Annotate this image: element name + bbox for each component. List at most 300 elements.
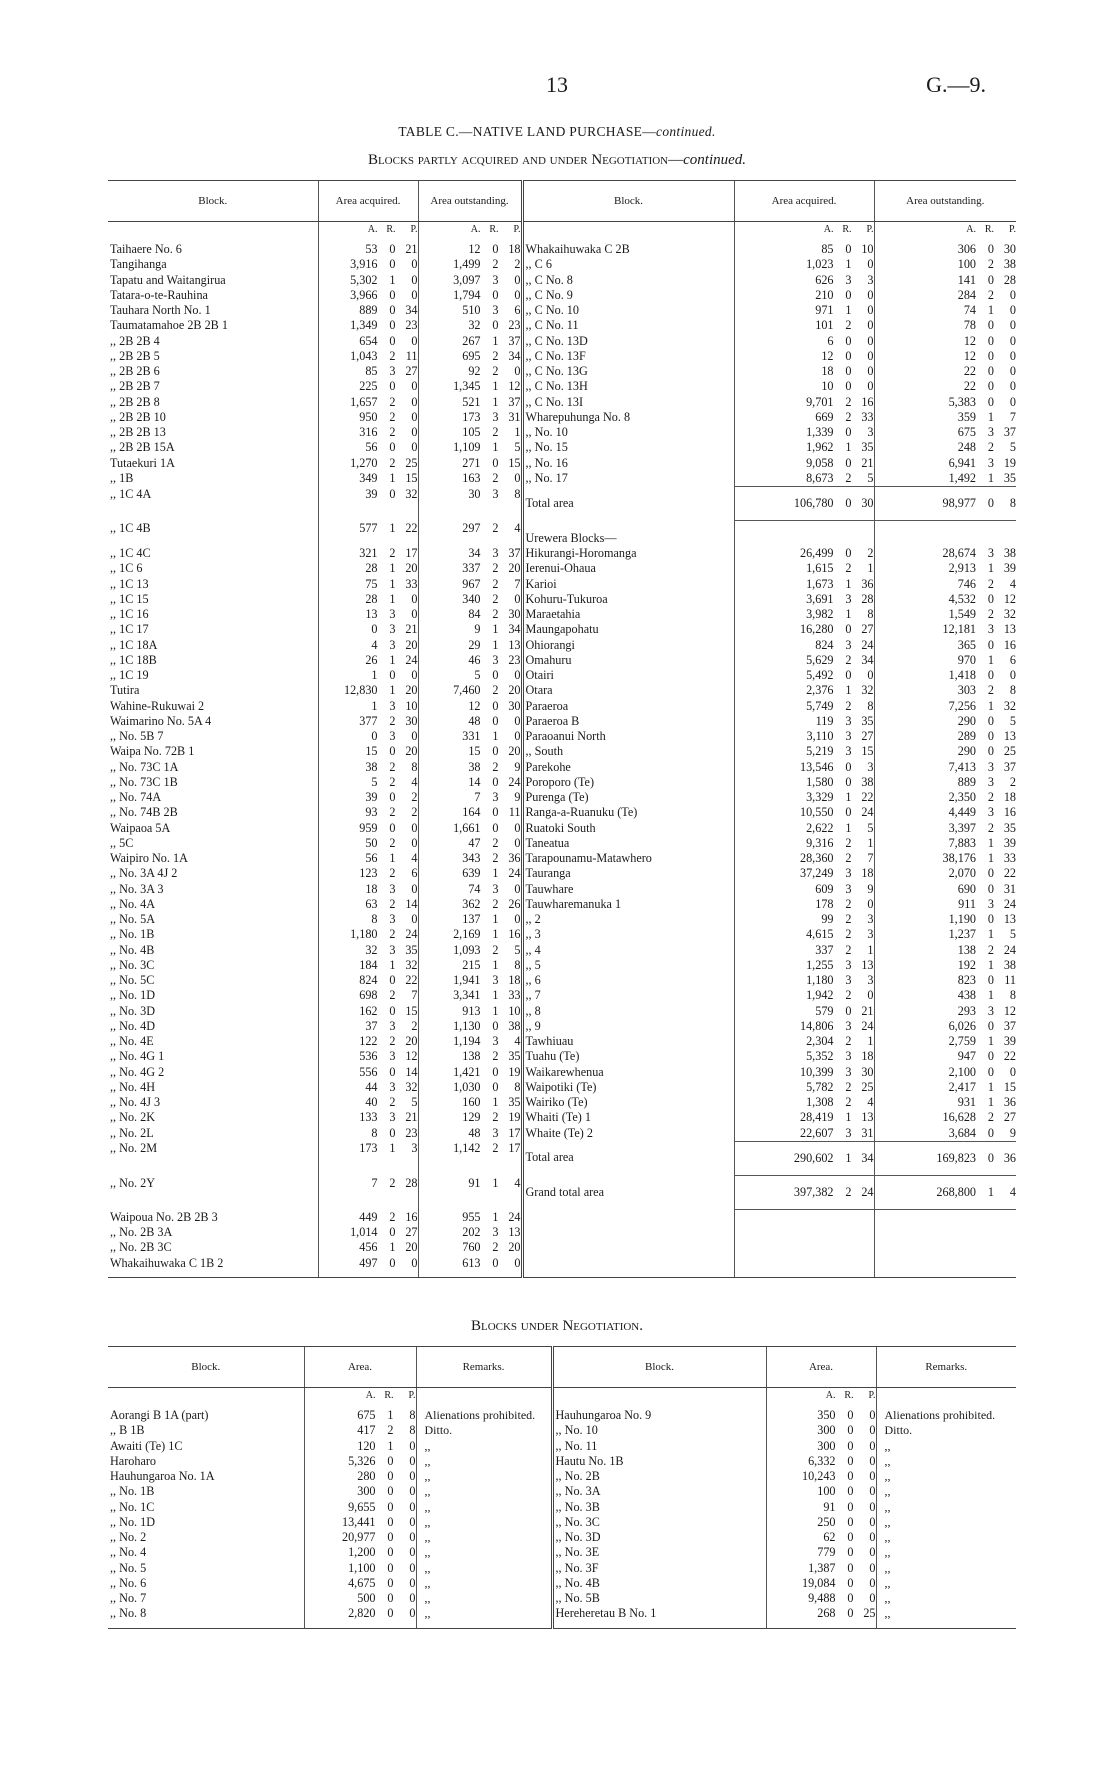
area-perches: 2 [514, 257, 521, 272]
right-outstanding-cell [874, 364, 1016, 379]
unit-a: A. [365, 1390, 376, 1401]
unit-p: P. [1009, 224, 1016, 235]
left-acquired-cell [318, 1065, 418, 1080]
area-perches: 5 [514, 440, 521, 455]
neg-left-remarks-cell [416, 1515, 552, 1530]
total-label: Total area [525, 1150, 574, 1165]
area-acres: 202 [462, 1225, 481, 1239]
neg-right-block-cell [552, 1500, 766, 1515]
left-block-cell [108, 653, 318, 668]
right-block-cell [522, 521, 734, 546]
area-perches: 22 [861, 790, 874, 804]
area-roods: 0 [847, 1545, 854, 1560]
area-perches: 38 [861, 774, 874, 789]
area-perches: 0 [867, 348, 874, 363]
area-acres: 10,243 [801, 1469, 836, 1483]
area-perches: 8 [1009, 683, 1016, 698]
section-title: Blocks partly acquired and under Negotiation—continued. [367, 152, 747, 168]
block-name: ,, B 1B [110, 1423, 145, 1438]
area-roods: 3 [845, 881, 852, 896]
area-acres: 331 [462, 729, 481, 743]
area-perches: 3 [867, 272, 874, 287]
left-acquired-cell [318, 379, 418, 394]
area-perches: 20 [508, 683, 521, 698]
area-acres: 1,190 [948, 912, 976, 926]
negotiation-row [108, 1484, 1016, 1499]
area-perches: 24 [861, 805, 874, 820]
right-acquired-cell [734, 1095, 874, 1110]
left-block-cell [108, 744, 318, 759]
area-perches: 37 [1003, 425, 1016, 439]
right-block-cell [522, 1004, 734, 1019]
area-roods: 0 [387, 1514, 394, 1529]
area-roods: 2 [987, 440, 994, 455]
area-perches: 0 [411, 912, 418, 926]
negotiation-row [108, 1408, 1016, 1423]
neg-right-area-cell [766, 1561, 876, 1576]
area-acres: 1 [371, 698, 378, 713]
right-block-cell [522, 1176, 734, 1210]
area-roods: 2 [492, 683, 499, 698]
block-name: ,, No. 2B 3C [110, 1240, 172, 1255]
right-acquired-cell [734, 714, 874, 729]
area-roods: 0 [492, 242, 499, 256]
area-roods: 0 [847, 1591, 854, 1605]
area-roods: 1 [389, 1240, 396, 1255]
area-acres: 63 [365, 896, 378, 911]
area-acres: 9 [474, 622, 481, 637]
area-acres: 101 [815, 318, 834, 333]
left-acquired-cell [318, 334, 418, 349]
block-name: Tauwharemanuka 1 [525, 896, 622, 911]
area-roods: 2 [389, 425, 396, 439]
area-acres: 10 [821, 379, 834, 394]
area-roods: 0 [389, 1003, 396, 1018]
block-name: Tarapounamu-Matawhero [525, 851, 652, 865]
table-row [108, 349, 1016, 364]
right-acquired-cell [734, 471, 874, 487]
neg-right-area-cell [766, 1606, 876, 1621]
area-perches: 33 [1003, 851, 1016, 865]
area-perches: 19 [508, 1064, 521, 1079]
area-roods: 0 [387, 1453, 394, 1468]
area-roods: 1 [845, 683, 852, 698]
right-acquired-cell [734, 821, 874, 836]
right-outstanding-cell [874, 1080, 1016, 1095]
right-acquired-cell [734, 699, 874, 714]
block-name: ,, No. 1C [110, 1499, 155, 1514]
area-acres: 284 [957, 287, 976, 302]
block-name: ,, No. 17 [525, 470, 568, 485]
area-perches: 7 [514, 576, 521, 591]
area-roods: 3 [389, 622, 396, 637]
area-acres: 14 [468, 774, 481, 789]
document-code: G.—9. [926, 72, 986, 97]
block-name: ,, C No. 13H [525, 379, 588, 394]
area-roods: 2 [389, 896, 396, 911]
block-name: ,, No. 11 [555, 1438, 598, 1453]
area-acres: 74 [963, 303, 976, 317]
area-roods: 3 [987, 805, 994, 820]
area-acres: 141 [957, 272, 976, 287]
area-roods: 1 [987, 851, 994, 865]
area-roods: 2 [389, 866, 396, 881]
area-perches: 10 [861, 242, 874, 256]
right-outstanding-cell [874, 790, 1016, 805]
area-acres: 293 [957, 1003, 976, 1018]
right-outstanding-cell [874, 912, 1016, 927]
area-perches: 3 [411, 1141, 418, 1156]
area-acres: 4,449 [948, 805, 976, 820]
area-perches: 0 [514, 272, 521, 287]
table-title: TABLE C.—NATIVE LAND PURCHASE—continued. [398, 124, 716, 139]
block-name: ,, C No. 10 [525, 303, 579, 317]
left-acquired-cell [318, 1225, 418, 1240]
area-roods: 0 [389, 973, 396, 987]
area-perches: 30 [1003, 242, 1016, 256]
block-name: ,, No. 74B 2B [110, 805, 178, 820]
left-block-cell [108, 410, 318, 425]
area-roods: 0 [987, 591, 994, 606]
area-perches: 1 [867, 1034, 874, 1048]
area-acres: 8 [371, 1125, 378, 1140]
area-roods: 0 [387, 1484, 394, 1499]
right-acquired-cell [734, 257, 874, 272]
area-perches: 36 [1003, 1095, 1016, 1109]
table-row [108, 456, 1016, 471]
area-perches: 0 [411, 394, 418, 409]
area-perches: 35 [1003, 470, 1016, 485]
table-row [108, 425, 1016, 440]
area-roods: 0 [847, 1606, 854, 1621]
area-roods: 2 [492, 425, 499, 439]
area-acres: 1,421 [453, 1064, 481, 1079]
area-perches: 37 [508, 394, 521, 409]
area-acres: 1,043 [350, 348, 378, 363]
area-roods: 3 [389, 1079, 396, 1094]
area-roods: 3 [845, 1125, 852, 1140]
area-acres: 13,441 [341, 1514, 376, 1529]
area-perches: 24 [508, 866, 521, 881]
left-block-cell [108, 1065, 318, 1080]
block-name: Waikarewhenua [525, 1064, 604, 1079]
left-outstanding-cell [418, 1034, 522, 1049]
area-acres: 78 [963, 318, 976, 333]
unit-a: A. [470, 224, 481, 235]
table-row [108, 440, 1016, 455]
area-roods: 3 [492, 1125, 499, 1140]
table-row [108, 561, 1016, 576]
area-roods: 3 [389, 1049, 396, 1064]
area-roods: 0 [845, 242, 852, 256]
area-perches: 2 [867, 546, 874, 560]
area-perches: 24 [1003, 942, 1016, 957]
table-row [108, 1176, 1016, 1210]
right-outstanding-cell [874, 395, 1016, 410]
area-roods: 2 [987, 942, 994, 957]
area-perches: 21 [861, 455, 874, 470]
block-name: ,, No. 4B [555, 1575, 600, 1590]
area-roods: 0 [387, 1560, 394, 1575]
area-acres: 28,360 [799, 851, 834, 865]
left-outstanding-cell [418, 471, 522, 487]
area-perches: 35 [861, 713, 874, 728]
right-outstanding-cell [874, 668, 1016, 683]
right-acquired-cell [734, 1065, 874, 1080]
left-block-cell [108, 699, 318, 714]
left-outstanding-cell [418, 1256, 522, 1271]
area-acres: 9,316 [806, 835, 834, 850]
left-acquired-cell [318, 943, 418, 958]
neg-right-area-cell [766, 1484, 876, 1499]
area-acres: 18 [365, 881, 378, 896]
right-block-cell [522, 821, 734, 836]
area-perches: 22 [1003, 1049, 1016, 1064]
area-acres: 889 [359, 303, 378, 317]
right-outstanding-cell [874, 440, 1016, 455]
area-roods: 1 [987, 957, 994, 972]
block-name: ,, No. 3A [555, 1484, 601, 1499]
area-roods: 3 [492, 973, 499, 987]
left-outstanding-cell [418, 288, 522, 303]
left-block-cell [108, 1019, 318, 1034]
area-perches: 34 [405, 303, 418, 317]
block-name: Wharepuhunga No. 8 [525, 409, 631, 424]
area-roods: 0 [389, 440, 396, 455]
table-row [108, 683, 1016, 698]
left-outstanding-cell [418, 379, 522, 394]
area-acres: 39 [365, 486, 378, 501]
area-perches: 18 [861, 1049, 874, 1064]
area-acres: 12 [821, 348, 834, 363]
area-perches: 0 [869, 1545, 876, 1560]
left-outstanding-cell [418, 790, 522, 805]
right-block-cell [522, 851, 734, 866]
area-roods: 0 [492, 1064, 499, 1079]
block-name: Tauwhare [525, 881, 574, 896]
area-roods: 1 [389, 272, 396, 287]
area-roods: 3 [492, 546, 499, 560]
right-acquired-cell [734, 927, 874, 942]
area-roods: 1 [492, 912, 499, 926]
area-perches: 9 [514, 790, 521, 804]
area-roods: 2 [492, 257, 499, 272]
area-roods: 3 [492, 303, 499, 317]
area-acres: 3,341 [453, 988, 481, 1003]
block-name: ,, C No. 11 [525, 318, 579, 333]
area-roods: 3 [987, 622, 994, 637]
area-roods: 3 [845, 866, 852, 881]
area-acres: 2,913 [948, 561, 976, 576]
area-acres: 2,169 [453, 927, 481, 942]
table-end-rule [108, 1271, 1016, 1278]
remarks-text: ,, [884, 1469, 891, 1483]
block-name: Tangihanga [110, 257, 167, 272]
right-block-cell [522, 973, 734, 988]
left-block-cell [108, 257, 318, 272]
area-perches: 39 [1003, 561, 1016, 576]
left-outstanding-cell [418, 851, 522, 866]
area-acres: 1,941 [453, 973, 481, 987]
left-acquired-cell [318, 1049, 418, 1064]
area-acres: 4,532 [948, 591, 976, 606]
area-acres: 15 [365, 744, 378, 759]
unit-a: A. [825, 1390, 836, 1401]
area-perches: 2 [1009, 774, 1016, 789]
table-row [108, 1065, 1016, 1080]
area-acres: 1,200 [348, 1545, 376, 1560]
right-acquired-cell [734, 1080, 874, 1095]
negotiation-row [108, 1530, 1016, 1545]
area-perches: 3 [867, 912, 874, 926]
area-perches: 0 [411, 1255, 418, 1270]
area-roods: 3 [492, 486, 499, 501]
area-perches: 24 [1003, 896, 1016, 911]
area-perches: 0 [411, 287, 418, 302]
area-roods: 0 [845, 364, 852, 378]
right-block-cell [522, 622, 734, 637]
area-perches: 0 [409, 1438, 416, 1453]
area-perches: 20 [405, 744, 418, 759]
area-roods: 0 [492, 744, 499, 759]
left-outstanding-cell [418, 683, 522, 698]
area-roods: 1 [987, 1095, 994, 1109]
area-perches: 0 [1009, 287, 1016, 302]
left-outstanding-cell [418, 988, 522, 1003]
neg-right-remarks-cell [876, 1454, 1016, 1469]
right-block-cell [522, 790, 734, 805]
area-perches: 5 [514, 942, 521, 957]
unit-a: A. [823, 224, 834, 235]
area-perches: 35 [508, 1049, 521, 1064]
area-acres: 579 [815, 1003, 834, 1018]
neg-right-remarks-cell [876, 1545, 1016, 1560]
neg-left-block-cell [108, 1454, 304, 1469]
remarks-text: ,, [424, 1560, 431, 1575]
area-acres: 290 [957, 713, 976, 728]
area-perches: 0 [869, 1423, 876, 1438]
left-outstanding-cell [418, 349, 522, 364]
left-outstanding-cell [418, 607, 522, 622]
area-roods: 2 [492, 1110, 499, 1125]
left-block-cell [108, 668, 318, 683]
area-perches: 4 [867, 1095, 874, 1109]
rule-cell [108, 1622, 304, 1629]
area-roods: 2 [987, 576, 994, 591]
right-block-cell [522, 1256, 734, 1271]
remarks-text: ,, [884, 1530, 891, 1544]
area-acres: 28 [365, 591, 378, 606]
left-acquired-cell [318, 988, 418, 1003]
right-block-cell [522, 760, 734, 775]
table-row [108, 1049, 1016, 1064]
area-perches: 8 [514, 957, 521, 972]
area-acres: 290,602 [793, 1150, 834, 1165]
area-roods: 0 [987, 348, 994, 363]
area-roods: 2 [389, 988, 396, 1003]
neg-right-area-cell [766, 1515, 876, 1530]
area-roods: 0 [492, 318, 499, 333]
right-outstanding-cell [874, 943, 1016, 958]
remarks-text: ,, [884, 1453, 891, 1468]
area-perches: 20 [508, 561, 521, 576]
area-perches: 6 [514, 303, 521, 317]
area-acres: 316 [359, 425, 378, 439]
area-roods: 0 [389, 1125, 396, 1140]
right-outstanding-cell [874, 836, 1016, 851]
area-perches: 21 [405, 1110, 418, 1125]
area-acres: 556 [359, 1064, 378, 1079]
area-roods: 2 [987, 790, 994, 804]
unit-r: R. [842, 224, 852, 235]
table-row [108, 303, 1016, 318]
block-name: Ierenui-Ohaua [525, 561, 596, 576]
remarks-text: ,, [884, 1484, 891, 1499]
neg-left-remarks-cell [416, 1500, 552, 1515]
left-acquired-cell [318, 1004, 418, 1019]
block-name: ,, No. 4B [110, 942, 155, 957]
area-acres: 1,345 [453, 379, 481, 394]
area-acres: 26,499 [799, 546, 834, 560]
neg-left-area-cell [304, 1591, 416, 1606]
block-name: Hikurangi-Horomanga [525, 546, 637, 560]
area-roods: 1 [987, 835, 994, 850]
block-name: ,, No. 3F [555, 1560, 599, 1575]
block-name: ,, No. 2 [110, 1530, 147, 1544]
unit-r: R. [844, 1390, 854, 1401]
area-acres: 12,830 [343, 683, 378, 698]
negotiation-title: Blocks under Negotiation. [470, 1318, 644, 1334]
area-roods: 2 [389, 1175, 396, 1190]
area-roods: 0 [847, 1438, 854, 1453]
area-acres: 56 [365, 440, 378, 455]
unit-p: P. [868, 1390, 876, 1401]
area-roods: 3 [987, 896, 994, 911]
area-perches: 13 [1003, 622, 1016, 637]
block-name: ,, 4 [525, 942, 541, 957]
right-outstanding-cell [874, 638, 1016, 653]
left-outstanding-cell [418, 1095, 522, 1110]
area-roods: 2 [492, 942, 499, 957]
left-block-cell [108, 927, 318, 942]
right-outstanding-cell [874, 775, 1016, 790]
area-perches: 0 [1009, 1064, 1016, 1079]
neg-right-block-cell [552, 1591, 766, 1606]
area-roods: 3 [987, 774, 994, 789]
area-roods: 1 [492, 1175, 499, 1190]
area-perches: 23 [405, 318, 418, 333]
area-perches: 0 [411, 591, 418, 606]
left-block-cell [108, 1225, 318, 1240]
area-acres: 349 [359, 470, 378, 485]
table-row [108, 882, 1016, 897]
area-acres: 824 [815, 637, 834, 652]
neg-left-remarks-cell [416, 1576, 552, 1591]
left-outstanding-cell [418, 318, 522, 333]
block-name: ,, 1C 18B [110, 652, 157, 667]
right-outstanding-cell [874, 1095, 1016, 1110]
area-perches: 13 [508, 637, 521, 652]
area-perches: 1 [867, 561, 874, 576]
area-acres: 47 [468, 835, 481, 850]
right-outstanding-cell [874, 821, 1016, 836]
area-roods: 0 [389, 257, 396, 272]
left-outstanding-cell [418, 273, 522, 288]
area-acres: 38,176 [942, 851, 976, 865]
area-perches: 4 [514, 1034, 521, 1048]
area-roods: 0 [845, 668, 852, 682]
right-acquired-cell [734, 456, 874, 471]
